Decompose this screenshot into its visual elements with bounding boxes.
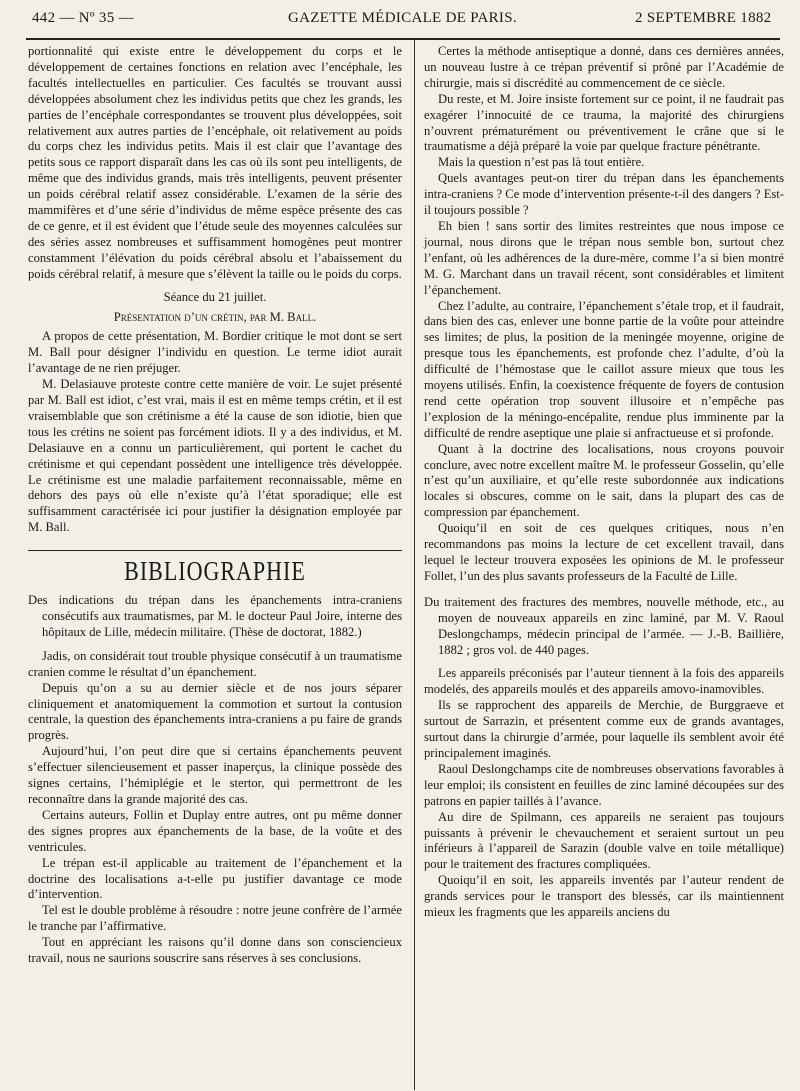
paragraph: Les appareils préconisés par l’auteur tiennent à la fois des appareils modelés, des appareils moulés et des appareils amovo-inamovibles. [424, 666, 784, 697]
article-heading: Des indications du trépan dans les épanchements intra-craniens consécutifs aux traumatismes, par M. le docteur Paul Joire, interne des hôpitaux de Lille, médecin militaire. (Thèse de doctorat, 1882.) [28, 593, 402, 639]
paragraph: Certes la méthode antiseptique a donné, dans ces dernières années, un nouveau lustre à ce trépan préventif si prôné par l’Académie de chirurgie, mais si discrédité au commencement de ce siècle. [424, 44, 784, 90]
paragraph: Aujourd’hui, l’on peut dire que si certains épanchements peuvent s’effectuer silencieusement et passer inaperçus, la clinique possède des signes certains, l’hémiplégie et le stertor, qui permettront de les reconnaître dans la grande majorité des cas. [28, 744, 402, 806]
section-rule [28, 550, 402, 551]
issue-date: 2 SEPTEMBRE 1882 [635, 10, 772, 26]
spacer [424, 585, 784, 595]
paragraph: Raoul Deslongchamps cite de nombreuses observations favorables à leur emploi; ils consistent en feuilles de zinc laminé découpées sur des patrons en papier taillés à l’avance. [424, 761, 784, 808]
paragraph: Quoiqu’il en soit, les appareils inventés par l’auteur rendent de grands services pour le transport des blessés, car ils maintiennent mieux les fragments que les appareils anciens du [424, 873, 784, 920]
bibliography-title: BIBLIOGRAPHIE [124, 554, 306, 587]
page-number: 442 — Nº 35 — [32, 10, 134, 26]
left-column [28, 44, 402, 967]
paragraph: Tout en appréciant les raisons qu’il donne dans son consciencieux travail, nous ne saurions souscrire sans réserves à ses conclusions. [28, 935, 402, 966]
header-rule [26, 38, 780, 40]
paragraph: Quant à la doctrine des localisations, nous croyons pouvoir conclure, avec notre excellent maître M. le professeur Gosselin, qu’elle n’est qu’un auxiliaire, et qu’elle reste subordonnée aux indications locales si obscures, comme on le sait, dans la plupart des cas de compression par épanchement. [424, 441, 784, 520]
paragraph: Tel est le double problème à résoudre : notre jeune confrère de l’armée le tranche par l’affirmative. [28, 903, 402, 934]
column-divider [414, 40, 415, 1090]
page-header [28, 10, 778, 32]
paragraph: Certains auteurs, Follin et Duplay entre autres, ont pu même donner des signes propres aux épanchements de la base, de la voûte et des ventricules. [28, 807, 402, 854]
paragraph: Quels avantages peut-on tirer du trépan dans les épanchements intra-craniens ? Ce mode d’intervention présente-t-il des dangers ? Est-il toujours possible ? [424, 171, 784, 218]
paragraph: M. Delasiauve proteste contre cette manière de voir. Le sujet présenté par M. Ball est idiot, c’est vrai, mais il est en même temps crétin, et il est vraisemblable que son crétinisme a été la cause de son idiotie, bien que tous les crétins ne soient pas forcément idiots. Il y a des individus, et M. Delasiauve en a connu un particulièrement, qui portent le cachet du crétinisme et qui cependant possèdent une intelligence très développée. Le crétinisme est une maladie parfaitement reconnaissable, même en dehors des pays où elle n’existe qu’à l’état sporadique; elle est suffisamment caractérisée ici pour justifier la désignation employée par M. Ball. [28, 377, 402, 535]
paragraph: A propos de cette présentation, M. Bordier critique le mot dont se sert M. Ball pour désigner l’individu en question. Le terme idiot aurait l’avantage de ne rien préjuger. [28, 329, 402, 376]
session-heading: Séance du 21 juillet. [163, 289, 267, 304]
presentation-heading: Présentation d’un crétin, par M. Ball. [113, 309, 317, 324]
paragraph: Du reste, et M. Joire insiste fortement sur ce point, il ne faudrait pas exagérer l’innocuité de ce trauma, la majorité des chirurgiens n’ouvrent prématurément ou préventivement le crâne que si le traumatisme a déjà préparé la voie par quelque fracture pénétrante. [424, 91, 784, 154]
paragraph: Chez l’adulte, au contraire, l’épanchement s’étale trop, et il faudrait, dans bien des cas, enlever une bonne partie de la voûte pour atteindre ses limites; de plus, la position de la meningée moyenne, origine de presque tous les épanchements, est profonde chez l’adulte, d’où la difficulté de l’hémostase que le caillot assure mieux que tous les moyens utilisés. Enfin, la coexistence fréquente de foyers de contusion rend cette opération trop souvent illusoire et n’empêche pas l’explosion de la méningo-encépalite, rendue plus imminente par la difficulté de rendre aseptique une plaie si anfractueuse et si profonde. [424, 298, 784, 440]
paragraph: Eh bien ! sans sortir des limites restreintes que nous impose ce journal, nous dirons que le trépan nous semble bon, surtout chez l’enfant, où les adhérences de la dure-mère, comme l’a si bien montré M. G. Marchant dans un travail récent, sont considérables et limitent l’épanchement. [424, 218, 784, 297]
paragraph: Au dire de Spilmann, ces appareils ne seraient pas toujours puissants à prévenir le chevauchement et seraient surtout un peu inférieurs à l’appareil de Sarazin (double valve en toile métallique) pour le traitement des fractures compliquées. [424, 809, 784, 872]
article-heading: Du traitement des fractures des membres, nouvelle méthode, etc., au moyen de nouveaux appareils en zinc laminé, par M. V. Raoul Deslongchamps, médecin principal de l’armée. — J.-B. Baillière, 1882 ; gros vol. de 440 pages. [424, 594, 784, 657]
journal-title: GAZETTE MÉDICALE DE PARIS. [288, 10, 517, 26]
paragraph: Mais la question n’est pas là tout entière. [438, 155, 645, 170]
paragraph: Depuis qu’on a su au dernier siècle et de nos jours séparer cliniquement et anatomiquement la commotion et surtout la contusion centrale, la question des épanchements intra-craniens a pu faire de grands progrès. [28, 680, 402, 743]
paragraph: Ils se rapprochent des appareils de Merchie, de Burggraeve et surtout de Sarrazin, et présentent comme eux de grands avantages, surtout dans la chirurgie d’armée, pour laquelle ils semblent avoir été principalement imaginés. [424, 698, 784, 760]
paragraph: Quoiqu’il en soit de ces quelques critiques, nous n’en recommandons pas moins la lecture de cet excellent travail, dans lequel le lecteur trouvera exposées les opinions de M. le professeur Follet, l’un des plus savants professeurs de la Faculté de Lille. [424, 521, 784, 583]
paragraph: portionnalité qui existe entre le développement du corps et le développement de certaines fonctions en relation avec l’encéphale, les facultés intellectuelles en particulier. Ces facultés se trouvant aussi développées absolument chez les individus petits que chez les grands, les parties de l’encéphale correspondantes se trouvent plus développées, soit relativement aux autres parties de l’encéphale, oit relativement au poids du corps chez les individus petits. Mais il est clair que l’avantage des petits sous ce rapport disparaît dans les cas où ils sont peu intelligents, de même que des individus grands, mais très intelligents, peuvent présenter un poids cérébral relatif assez considérable. L’examen de la série des mammifères et d’une série d’individus de même espèce présente des cas de ce genre, et il est évident que l’étude seule des moyennes calculées sur des séries assez nombreuses et suffisamment homogènes peut montrer constamment l’élévation du poids cérébral absolu et l’abaissement du poids cérébral relatif, à mesure que s’élèvent la taille ou le poids du corps. [28, 44, 402, 281]
right-column [424, 44, 784, 921]
paragraph: Jadis, on considérait tout trouble physique consécutif à un traumatisme cranien comme le résultat d’un épanchement. [28, 648, 402, 679]
paragraph: Le trépan est-il applicable au traitement de l’épanchement et la doctrine des localisations a-t-elle pu justifier davantage ce mode d’intervention. [28, 855, 402, 902]
